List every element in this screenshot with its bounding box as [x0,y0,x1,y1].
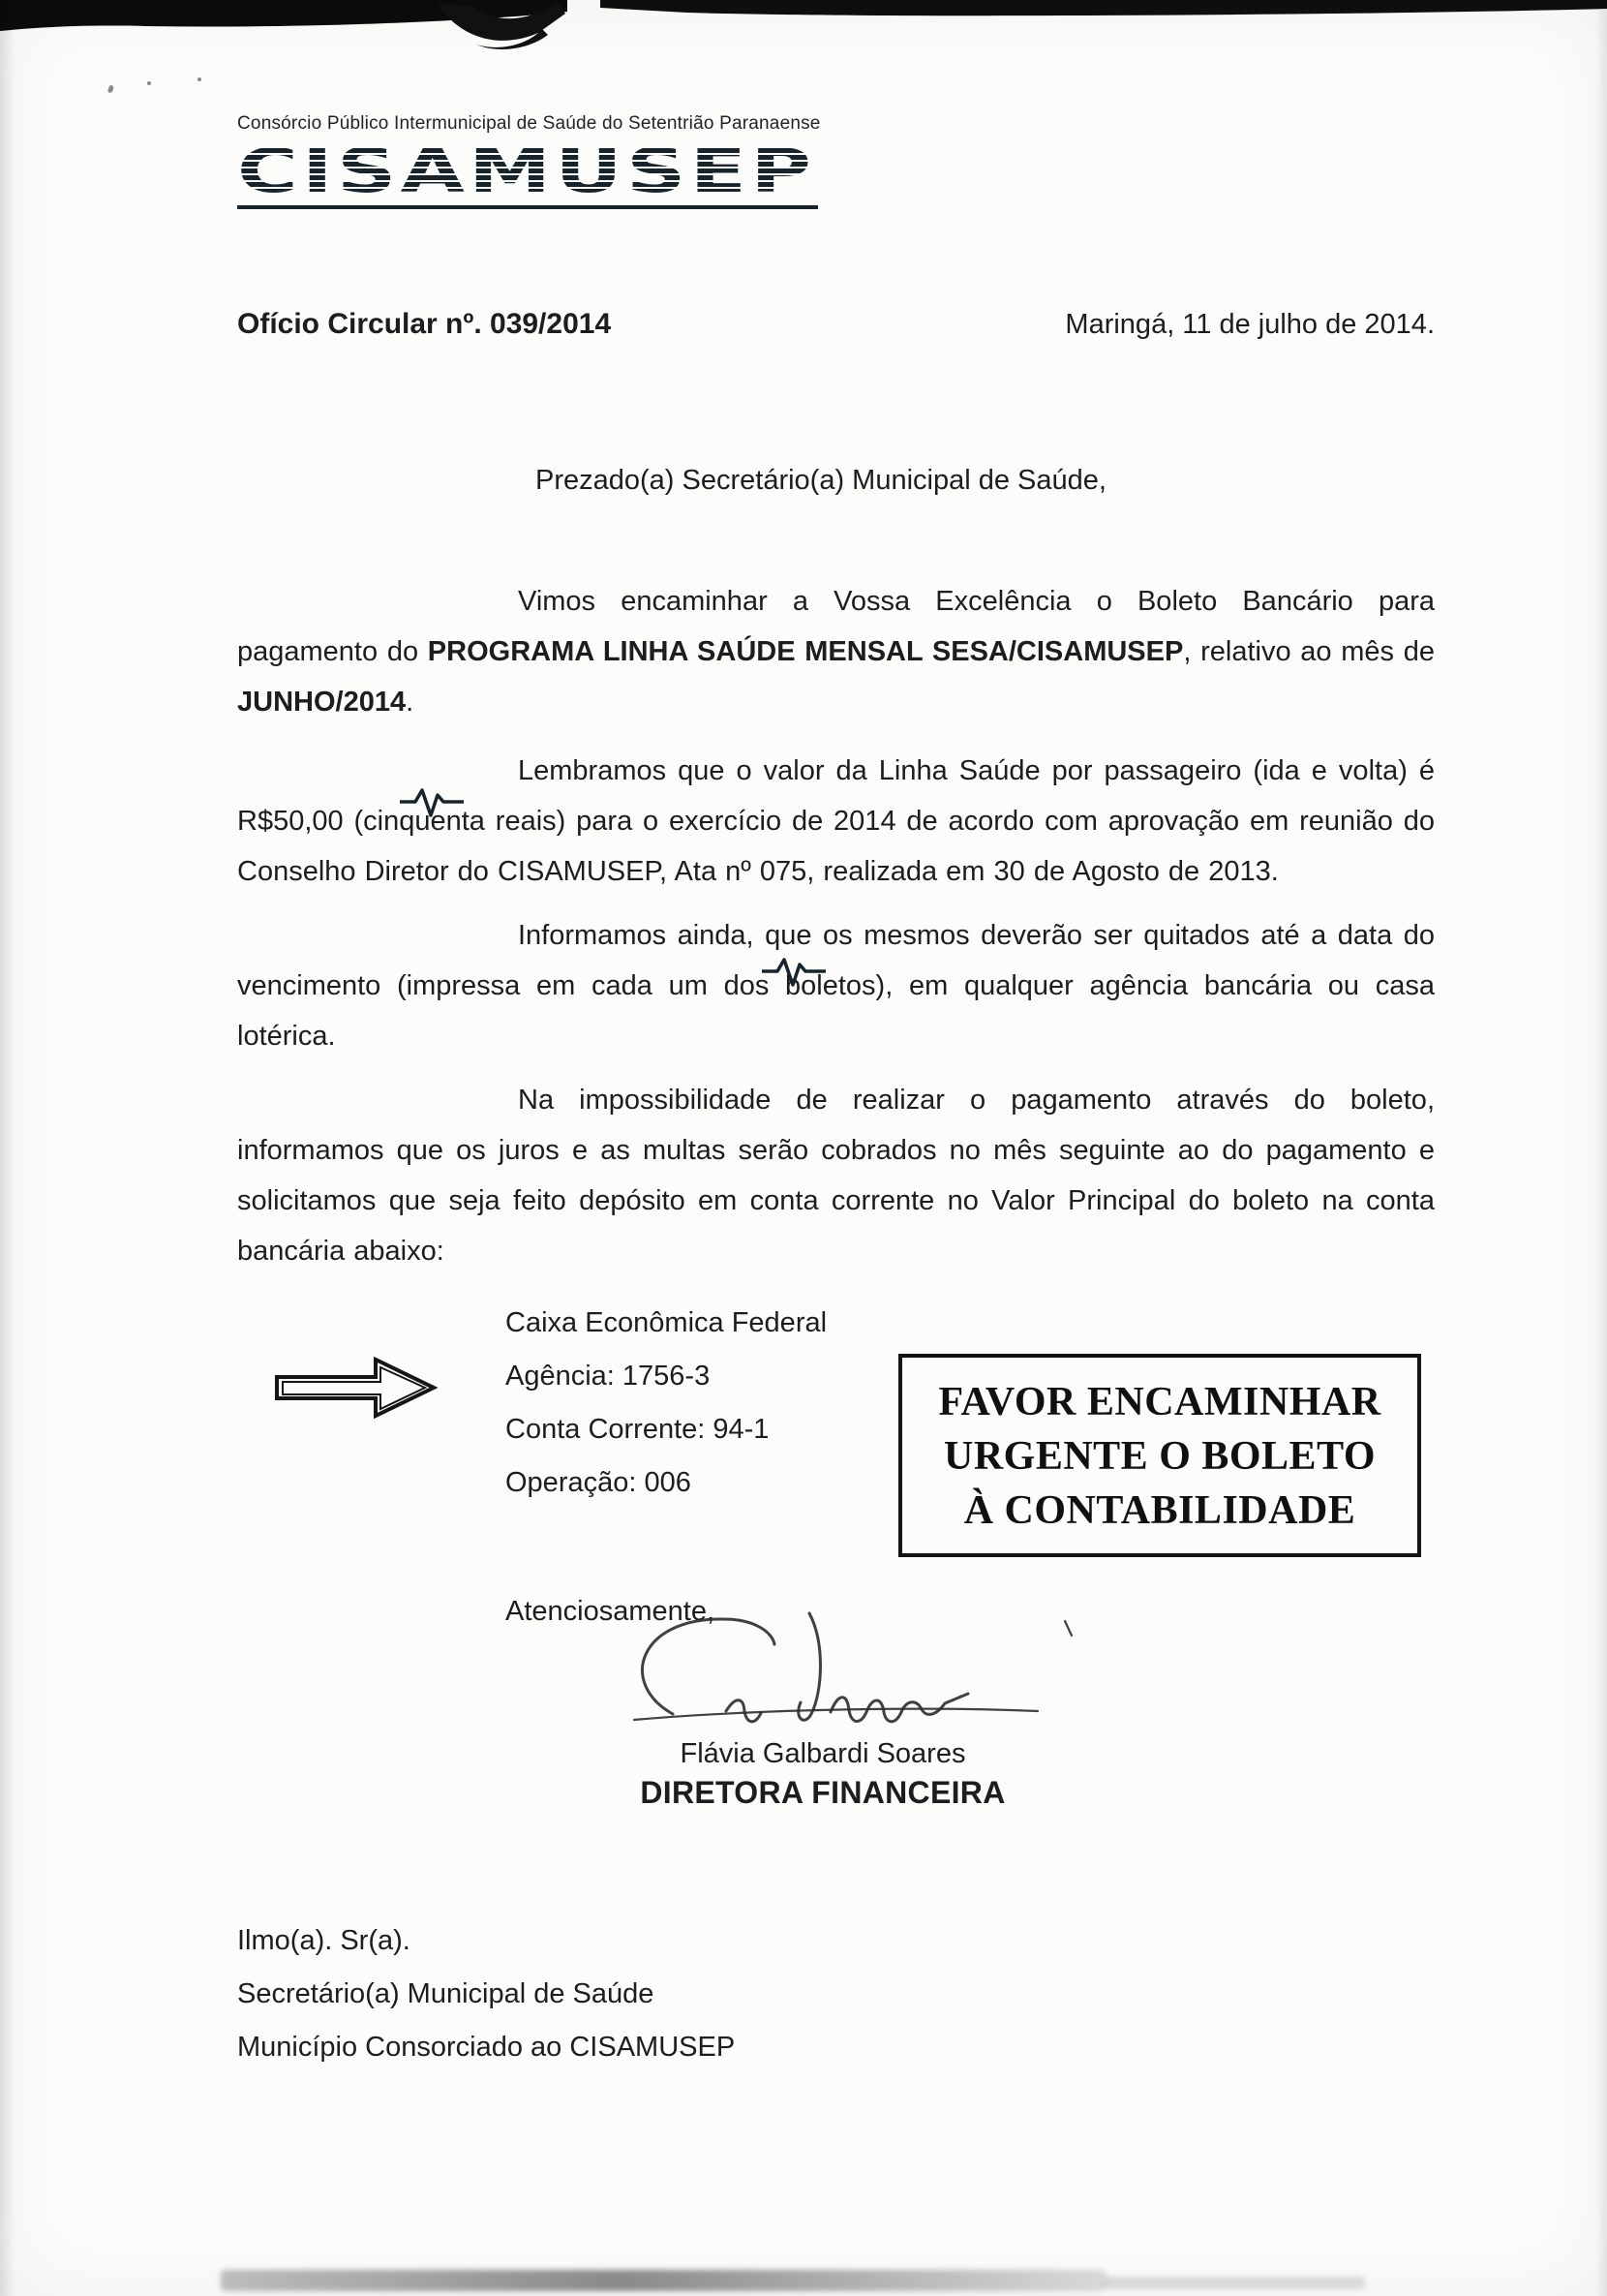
letterhead [237,112,857,209]
cisamusep-logo-wordmark: CISAMUSEP [237,136,816,206]
bank-details [505,1297,827,1510]
scan-shade-right [1595,0,1607,2296]
paragraph-3: Informamos ainda, que os mesmos deverão ser quitados até a data do vencimento (impressa em cada um dos boletos), em qualquer agência bancária ou casa lotérica. [237,920,1435,1052]
logo-underline [237,205,818,209]
signature-block [595,1738,1050,1811]
document-reference: Ofício Circular nº. 039/2014 [237,308,612,340]
paragraph-4: Na impossibilidade de realizar o pagamento através do boleto, informamos que os juros e as multas serão cobrados no mês seguinte ao do pagamento e solicitamos que seja feito depósito em conta corrente no Valor Principal do boleto na conta bancária abaixo: [237,1085,1435,1267]
program-name-bold: PROGRAMA LINHA SAÚDE MENSAL SESA/CISAMUSEP [427,636,1184,667]
letterhead-caption: Consórcio Público Intermunicipal de Saúde do Setentrião Paranaense [237,113,821,134]
scan-artifact-bottom-strip [221,2270,1107,2291]
scan-artifact-bottom-strip2 [1104,2277,1365,2289]
notice-line-1: FAVOR ENCAMINHAR [938,1380,1381,1424]
signature [581,1600,1084,1745]
paragraph-1 [237,576,1435,727]
paragraph-1-end: . [406,687,414,718]
paragraph-1-text: Vimos encaminhar a Vossa Excelência o Boleto Bancário para pagamento do [237,586,1435,667]
notice-line-2: URGENTE O BOLETO [943,1434,1376,1479]
addressee-block [237,1914,735,2074]
paragraph-2: Lembramos que o valor da Linha Saúde por passageiro (ida e volta) é R$50,00 (cinquenta reais) para o exercício de 2014 de acordo com aprovação em reunião do Conselho Diretor do CISAMUSEP, Ata nº 075, realizada em 30 de Agosto de 2013. [237,755,1435,887]
dateline: Maringá, 11 de julho de 2014. [1065,309,1435,340]
notice-line-3: À CONTABILIDADE [963,1488,1356,1533]
month-bold: JUNHO/2014 [237,687,407,718]
paragraph-1-mid: , relativo ao mês de [1183,636,1436,667]
addressee-municipality: Município Consorciado ao CISAMUSEP [237,2032,736,2063]
addressee-honorific: Ilmo(a). Sr(a). [237,1925,410,1956]
urgent-notice-box [898,1354,1421,1557]
scan-artifact-pen-marks [105,76,221,99]
signer-name: Flávia Galbardi Soares [680,1738,966,1769]
scan-artifact-top-edge [0,0,1607,62]
scan-shade-left [0,0,15,2296]
arrow-right-icon [267,1352,445,1424]
addressee-title: Secretário(a) Municipal de Saúde [237,1978,654,2009]
reference-row [237,308,1435,341]
bank-operation: Operação: 006 [505,1467,691,1498]
bank-agency: Agência: 1756-3 [505,1361,711,1392]
signer-title: DIRETORA FINANCEIRA [640,1775,1006,1810]
valediction: Atenciosamente, [505,1596,715,1627]
bank-account: Conta Corrente: 94-1 [505,1414,770,1445]
salutation: Prezado(a) Secretário(a) Municipal de Saúde, [535,465,1107,496]
bank-name: Caixa Econômica Federal [505,1307,828,1338]
